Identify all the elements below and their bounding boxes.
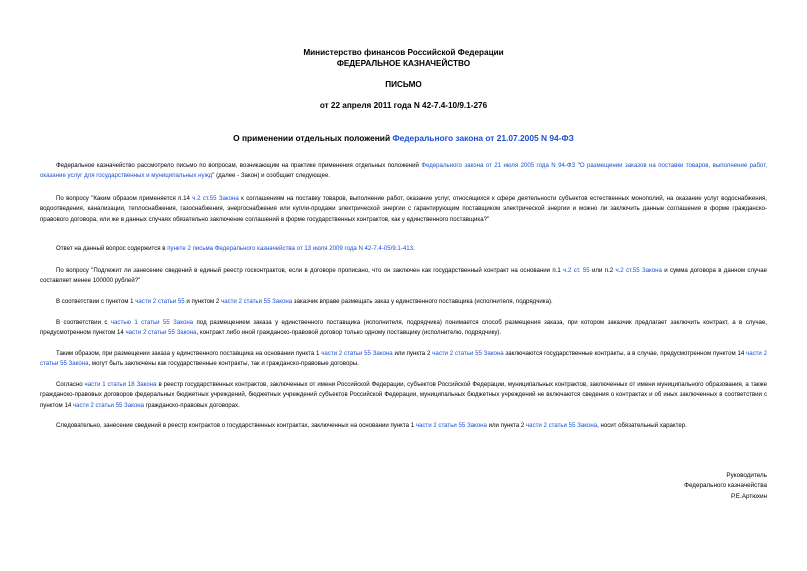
paragraph-right-to-order: В соответствии с пунктом 1 части 2 статьи 55 и пунктом 2 части 2 статьи 55 Закона заказчик вправе размещать заказ у единственного поставщика (исполнителя, подрядчика).: [56, 298, 553, 305]
paragraph-single-supplier: В соответствии с частью 1 статьи 55 Закона под размещением заказа у единственного поставщика (исполнителя, подрядчика) понимается способ размещения заказа, при котором заказчик предлагает заключить контракт, а в случае, предусмотренном пунктом 14 части 2 статьи 55 Закона, контракт либо иной гражданско-правовой договор только одному поставщику (исполнителю, подрядчику).: [40, 319, 767, 337]
paragraph-registry: Согласно части 1 статьи 18 Закона в реестр государственных контрактов, заключенных от имени Российской Федерации, субъектов Российской Федерации, муниципальных контрактов, заключенных от имени муниципального образования, а также гражданско-правовых договоров федеральных бюджетных учреждений, бюджетных учреждений субъектов Российской Федерации, муниципальных бюджетных учреждений не включаются сведения о контрактах и об иных заключенных в соответствии с пунктом 14 части 2 статьи 55 Закона гражданско-правовых договорах.: [40, 381, 767, 409]
paragraph-conclusion-1: Таким образом, при размещении заказа у единственного поставщика на основании пункта 1 части 2 статьи 55 Закона или пункта 2 части 2 статьи 55 Закона заключаются государственные контракты, а в случае, предусмотренном пунктом 14 части 2 статьи 55 Закона, могут быть заключены как государственные контракты, так и гражданско-правовые договоры.: [40, 350, 767, 368]
link-part2-art55[interactable]: ч.2 ст.55 Закона: [192, 195, 239, 202]
ministry-name: Министерство финансов Российской Федерации: [303, 48, 504, 57]
signature-role: Руководитель: [726, 472, 767, 479]
link-part2-art55-law-f[interactable]: части 2 статьи 55 Закона: [72, 401, 145, 409]
paragraph-answer-1: Ответ на данный вопрос содержится в пункте 2 письма Федерального казначейства от 13 июля 2009 года N 42-7.4-05/9.1-413.: [56, 245, 415, 252]
link-part2-art55-law-a[interactable]: части 2 статьи 55 Закона: [221, 298, 293, 305]
link-part2-art55-a[interactable]: части 2 статьи 55: [135, 298, 185, 305]
paragraph-question-2: По вопросу "Подлежит ли занесение сведений в единый реестр госконтрактов, если в договоре прописано, что он заключен как государственный контракт на основании п.1 ч.2 ст. 55 или п.2 ч.2 ст.55 Закона и сумма договора в данном случае составляет менее 100000 рублей?": [40, 267, 767, 285]
link-part1-art55-law[interactable]: частью 1 статьи 55 Закона: [110, 319, 194, 326]
link-part2-art55-law-e[interactable]: части 2 статьи 55 Закона: [40, 350, 767, 368]
paragraph-conclusion-2: Следовательно, занесение сведений в реестр контрактов о государственных контрактах, заключенных на основании пункта 1 части 2 статьи 55 Закона или пункта 2 части 2 статьи 55 Закона, носит обязательный характер.: [56, 422, 687, 429]
link-part1-art18-law[interactable]: части 1 статьи 18 Закона: [84, 381, 157, 388]
document-date-number: от 22 апреля 2011 года N 42-7.4-10/9.1-276: [319, 101, 488, 110]
link-part2-art55-law[interactable]: ч.2 ст.55 Закона: [615, 267, 662, 274]
document-type: ПИСЬМО: [385, 80, 422, 89]
paragraph-intro: Федеральное казначейство рассмотрело письмо по вопросам, возникающим на практике применения отдельных положений Федерального закона от 21 июля 2005 года N 94-ФЗ "О размещении заказов на поставки товаров, выполнение работ, оказание услуг для государственных и муниципальных нужд" (далее - Закон) и сообщает следующее.: [40, 162, 767, 180]
link-part2-art55-law-g[interactable]: части 2 статьи 55 Закона: [415, 422, 487, 429]
title-law-link[interactable]: Федерального закона от 21.07.2005 N 94-ФЗ: [392, 133, 574, 143]
treasury-name: ФЕДЕРАЛЬНОЕ КАЗНАЧЕЙСТВО: [336, 59, 471, 68]
link-part2-art55-law-d[interactable]: части 2 статьи 55 Закона: [432, 350, 504, 357]
document-title: О применении отдельных положений Федерального закона от 21.07.2005 N 94-ФЗ: [233, 133, 574, 143]
link-part2-art55-law-c[interactable]: части 2 статьи 55 Закона: [321, 350, 393, 357]
link-part2-art55-law-h[interactable]: части 2 статьи 55 Закона: [526, 422, 598, 429]
signature-organization: Федерального казначейства: [684, 482, 767, 489]
signature-name: Р.Е.Артюхин: [731, 493, 767, 500]
link-part2-art55-law-b[interactable]: части 2 статьи 55 Закона: [125, 329, 197, 337]
paragraph-question-1: По вопросу "Каким образом применяется п.14 ч.2 ст.55 Закона к соглашениям на поставку товаров, выполнение работ, оказание услуг, относящихся к сфере деятельности субъектов естественных монополий, на оказание услуг водоснабжения, водоотведения, канализации, теплоснабжения, газоснабжения, энергоснабжения или купли-продажи электрической энергии с гарантирующим поставщиком электрической энергии и можно ли заключить данные соглашения в форме гражданско-правового договора, или же в данных случаях обязательно заключение соглашений в форме государственных контрактов, как у единственного поставщика?": [40, 195, 767, 223]
link-federal-law[interactable]: Федерального закона от 21 июля 2005 года N 94-ФЗ: [421, 162, 576, 169]
link-part2-art55-short[interactable]: ч.2 ст. 55: [563, 267, 590, 274]
link-law-title[interactable]: О размещении заказов на поставки товаров, выполнение работ, оказание услуг для государственных и муниципальных нужд: [40, 162, 767, 180]
link-treasury-letter[interactable]: пункте 2 письма Федерального казначейства от 13 июля 2009 года N 42-7.4-05/9.1-413: [167, 245, 413, 252]
